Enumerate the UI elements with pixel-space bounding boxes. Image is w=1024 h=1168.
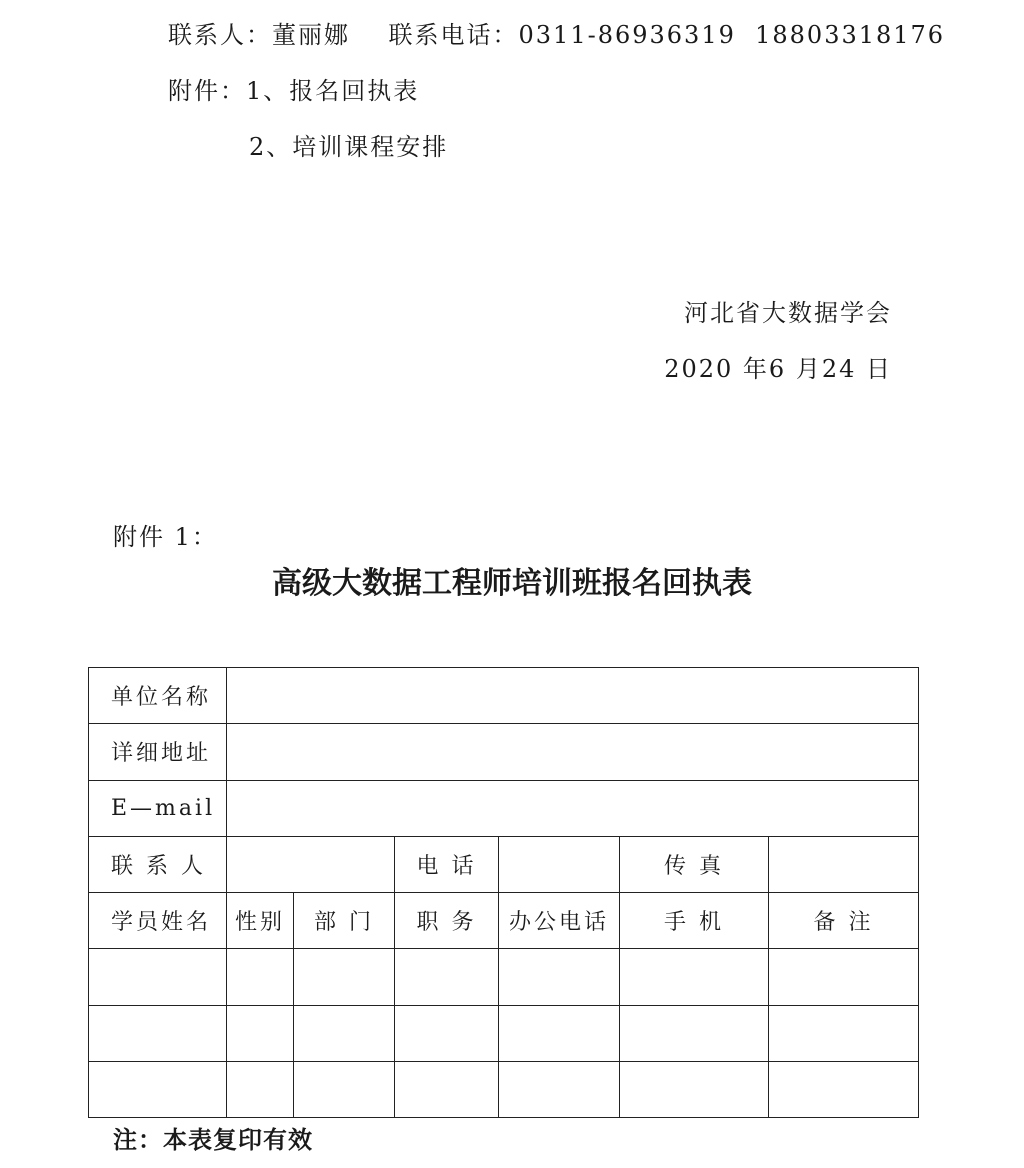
col-header-mobile: 手 机 <box>620 893 769 949</box>
mobile-cell[interactable] <box>620 1061 769 1117</box>
row-address <box>89 724 919 780</box>
col-header-gender: 性别 <box>227 893 294 949</box>
row-unit-name <box>89 668 919 724</box>
row-column-headers <box>89 893 919 949</box>
row-contact <box>89 836 919 892</box>
department-cell[interactable] <box>294 1005 395 1061</box>
office-phone-cell[interactable] <box>499 1005 620 1061</box>
signature-date: 2020 年6 月24 日 <box>664 355 892 383</box>
attachments-line-1: 附件：1、报名回执表 <box>168 77 420 105</box>
col-header-position: 职 务 <box>395 893 499 949</box>
contact-line: 联系人：董丽娜 联系电话：0311-86936319 18803318176 <box>168 21 946 49</box>
remarks-cell[interactable] <box>769 949 919 1005</box>
address-label: 详细地址 <box>89 724 227 780</box>
gender-cell[interactable] <box>227 949 294 1005</box>
table-row <box>89 1061 919 1117</box>
position-cell[interactable] <box>395 1005 499 1061</box>
remarks-cell[interactable] <box>769 1061 919 1117</box>
attachment-label: 附件 1： <box>113 523 218 551</box>
form-note: 注：本表复印有效 <box>113 1126 313 1154</box>
contact-person-field[interactable] <box>227 836 395 892</box>
mobile-cell[interactable] <box>620 1005 769 1061</box>
row-email <box>89 780 919 836</box>
gender-cell[interactable] <box>227 1005 294 1061</box>
address-field[interactable] <box>227 724 919 780</box>
position-cell[interactable] <box>395 949 499 1005</box>
table-row <box>89 949 919 1005</box>
email-label: E—mail <box>89 780 227 836</box>
table-row <box>89 1005 919 1061</box>
registration-form-table <box>88 667 919 1118</box>
gender-cell[interactable] <box>227 1061 294 1117</box>
unit-name-label: 单位名称 <box>89 668 227 724</box>
col-header-student-name: 学员姓名 <box>89 893 227 949</box>
remarks-cell[interactable] <box>769 1005 919 1061</box>
col-header-remarks: 备 注 <box>769 893 919 949</box>
office-phone-cell[interactable] <box>499 1061 620 1117</box>
student-name-cell[interactable] <box>89 1061 227 1117</box>
unit-name-field[interactable] <box>227 668 919 724</box>
col-header-office-phone: 办公电话 <box>499 893 620 949</box>
office-phone-cell[interactable] <box>499 949 620 1005</box>
department-cell[interactable] <box>294 1061 395 1117</box>
student-name-cell[interactable] <box>89 949 227 1005</box>
student-name-cell[interactable] <box>89 1005 227 1061</box>
email-field[interactable] <box>227 780 919 836</box>
signature-organization: 河北省大数据学会 <box>684 299 892 327</box>
phone-field[interactable] <box>499 836 620 892</box>
col-header-department: 部 门 <box>294 893 395 949</box>
contact-person-label: 联 系 人 <box>89 836 227 892</box>
department-cell[interactable] <box>294 949 395 1005</box>
phone-label: 电 话 <box>395 836 499 892</box>
form-title: 高级大数据工程师培训班报名回执表 <box>272 566 752 601</box>
fax-field[interactable] <box>769 836 919 892</box>
fax-label: 传 真 <box>620 836 769 892</box>
mobile-cell[interactable] <box>620 949 769 1005</box>
position-cell[interactable] <box>395 1061 499 1117</box>
attachments-line-2: 2、培训课程安排 <box>249 133 449 161</box>
